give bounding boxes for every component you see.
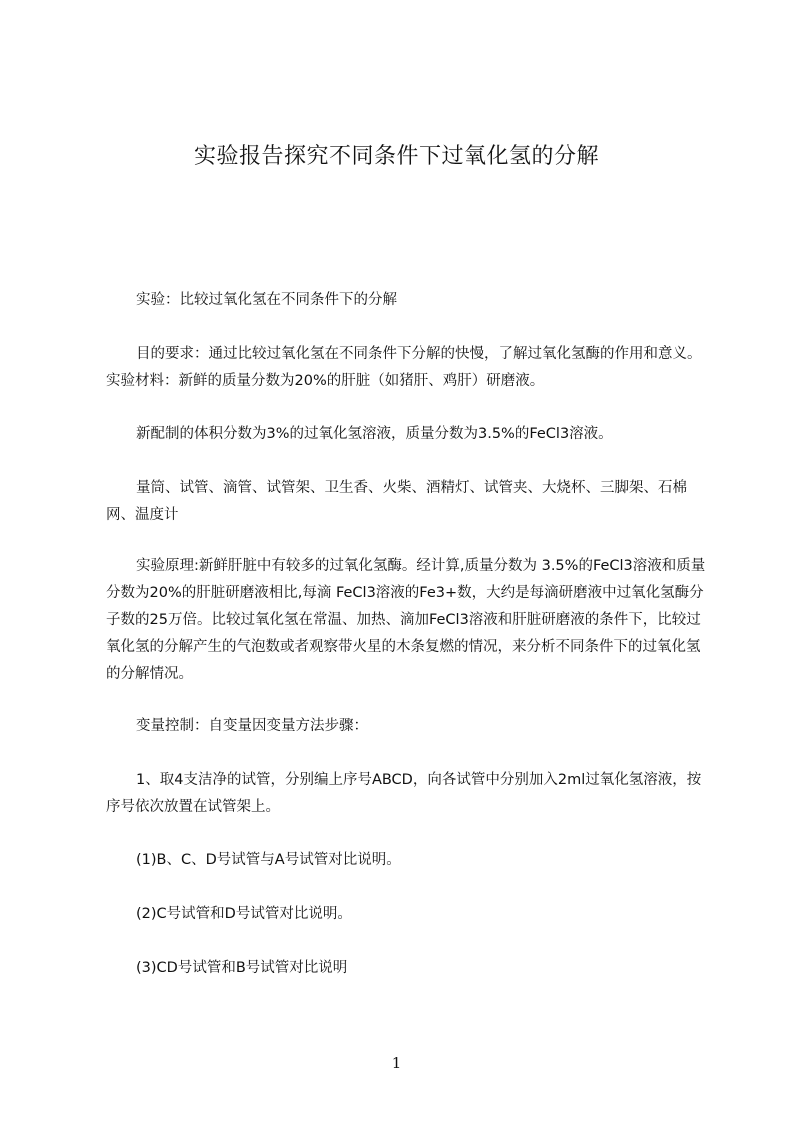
paragraph-variables: 变量控制：自变量因变量方法步骤： <box>136 718 368 734</box>
paragraph-comparison-1: (1)B、C、D号试管与A号试管对比说明。 <box>136 852 401 868</box>
paragraph-objective: 目的要求：通过比较过氧化氢在不同条件下分解的快慢，了解过氧化氢酶的作用和意义。实验材料：新鲜的质量分数为20%的肝脏（如猪肝、鸡肝）研磨液。 <box>106 346 702 389</box>
page-number: 1 <box>391 1054 402 1072</box>
document-title: 实验报告探究不同条件下过氧化氢的分解 <box>193 144 599 169</box>
paragraph-step-1: 1、取4支洁净的试管，分别编上序号ABCD，向各试管中分别加入2ml过氧化氢溶液，按序号依次放置在试管架上。 <box>106 772 702 815</box>
paragraph-experiment: 实验：比较过氧化氢在不同条件下的分解 <box>136 292 397 308</box>
paragraph-comparison-3: (3)CD号试管和B号试管对比说明 <box>136 960 348 976</box>
paragraph-equipment: 量筒、试管、滴管、试管架、卫生香、火柴、酒精灯、试管夹、大烧杯、三脚架、石棉网、温度计 <box>106 480 687 523</box>
paragraph-solutions: 新配制的体积分数为3%的过氧化氢溶液，质量分数为3.5%的FeCl3溶液。 <box>136 426 613 442</box>
paragraph-principle: 实验原理:新鲜肝脏中有较多的过氧化氢酶。经计算,质量分数为 3.5%的FeCl3溶液和质量分数为20%的肝脏研磨液相比,每滴 FeCl3溶液的Fe3+数，大约是每滴研磨液中过氧化氢酶分子数的25万倍。比较过氧化氢在常温、加热、滴加FeCl3溶液和肝脏研磨液的条件下，比较过氧化氢的分解产生的气泡数或者观察带火星的木条复燃的情况，来分析不同条件下的过氧化氢的分解情况。 <box>106 558 706 682</box>
paragraph-comparison-2: (2)C号试管和D号试管对比说明。 <box>136 906 352 922</box>
